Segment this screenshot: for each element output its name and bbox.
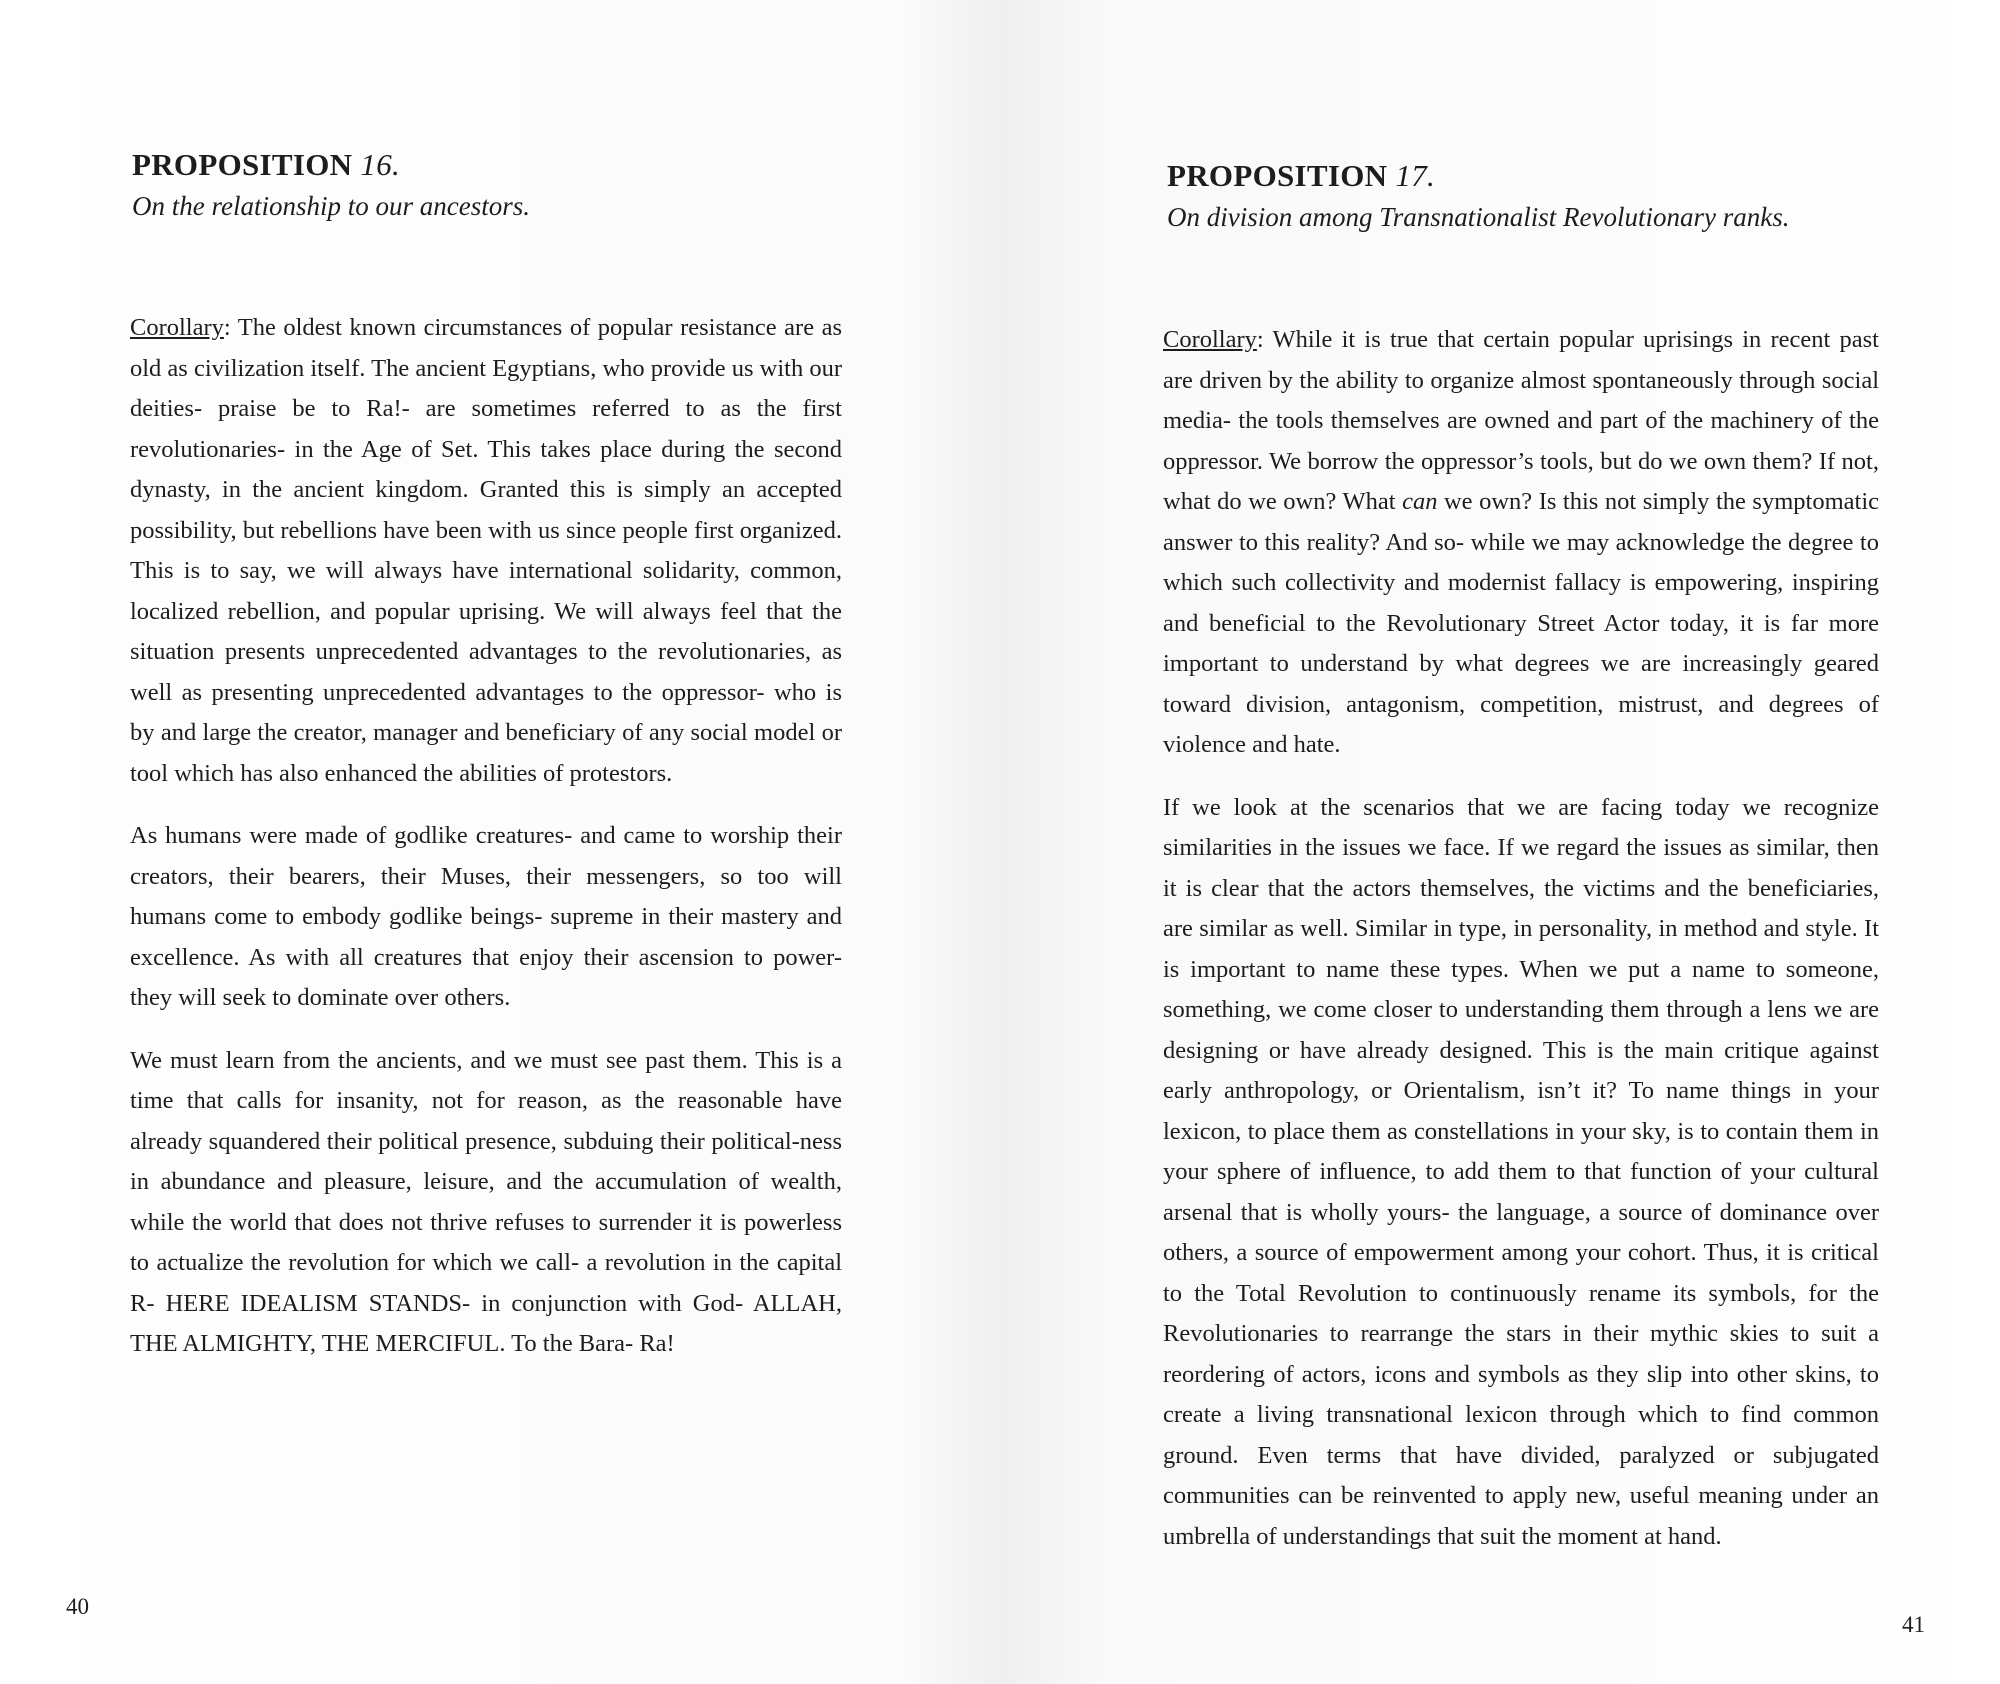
right-heading [1167, 157, 1790, 237]
paragraph-text: we own? Is this not simply the symptomatic answer to this reality? And so- while we may acknowledge the degree to which such collectivity and modernist fallacy is empowering, inspiring and beneficial to the Revolutionary Street Actor today, it is far more important to understand by what degrees we are increasingly geared toward division, antagonism, competition, mistrust, and degrees of violence and hate. [1163, 488, 1879, 758]
page-number: 41 [1902, 1612, 1925, 1637]
proposition-number: 16. [360, 147, 401, 182]
proposition-title [132, 146, 530, 185]
right-body-text [1163, 320, 1879, 1579]
paragraph [130, 308, 842, 794]
paragraph-text: : While it is true that certain popular uprisings in recent past are driven by the ability to organize almost spontaneously through social media- the tools themselves are owned and part of the machinery of the oppressor. We borrow the oppressor’s tools, but do we own them? If not, what do we own? What [1163, 326, 1879, 515]
page-number: 40 [66, 1594, 89, 1619]
proposition-word: PROPOSITION [132, 147, 353, 182]
paragraph: We must learn from the ancients, and we must see past them. This is a time that calls for insanity, not for reason, as the reasonable have already squandered their political presence, subduing their political-ness in abundance and pleasure, leisure, and the accumulation of wealth, while the world that does not thrive refuses to surrender it is powerless to actualize the revolution for which we call- a revolution in the capital R- HERE IDEALISM STANDS- in conjunction with God- ALLAH, THE ALMIGHTY, THE MERCIFUL. To the Bara- Ra! [130, 1046, 842, 1357]
left-heading [132, 146, 530, 226]
left-body-text [130, 308, 842, 1387]
paragraph: If we look at the scenarios that we are facing today we recognize similarities in the issues we face. If we regard the issues as similar, then it is clear that the actors themselves, the victims and the beneficiaries, are similar as well. Similar in type, in personality, in method and style. It is important to name these types. When we put a name to someone, something, we come closer to understanding them through a lens we are designing or have already designed. This is the main critique against early anthropology, or Orientalism, isn’t it? To name things in your lexicon, to place them as constellations in your sky, is to contain them in your sphere of influence, to add them to that function of your cultural arsenal that is wholly yours- the language, a source of dominance over others, a source of empowerment among your cohort. Thus, it is critical to the Total Revolution to continuously rename its symbols, for the Revolutionaries to rearrange the stars in their mythic skies to suit a reordering of actors, icons and symbols as they slip into other skins, to create a living transnational lexicon through which to find common ground. Even terms that have divided, paralyzed or subjugated communities can be reinvented to apply new, useful meaning under an umbrella of understandings that suit the moment at hand. [1163, 793, 1879, 1550]
proposition-number: 17. [1395, 158, 1436, 193]
proposition-subtitle: On division among Transnationalist Revolutionary ranks. [1167, 201, 1790, 232]
right-page [1000, 0, 2000, 1684]
corollary-label: Corollary [130, 314, 224, 341]
corollary-label: Corollary [1163, 326, 1257, 353]
paragraph: As humans were made of godlike creatures- and came to worship their creators, their bearers, their Muses, their messengers, so too will humans come to embody godlike beings- supreme in their mastery and excellence. As with all creatures that enjoy their ascension to power- they will seek to dominate over others. [130, 822, 842, 1011]
paragraph [1163, 320, 1879, 766]
proposition-subtitle: On the relationship to our ancestors. [132, 190, 530, 221]
emphasis-text: can [1402, 488, 1438, 515]
proposition-word: PROPOSITION [1167, 158, 1388, 193]
paragraph-text: : The oldest known circumstances of popular resistance are as old as civilization itself. The ancient Egyptians, who provide us with our deities- praise be to Ra!- are sometimes referred to as the first revolutionaries- in the Age of Set. This takes place during the second dynasty, in the ancient kingdom. Granted this is simply an accepted possibility, but rebellions have been with us since people first organized. This is to say, we will always have international solidarity, common, localized rebellion, and popular uprising. We will always feel that the situation presents unprecedented advantages to the revolutionaries, as well as presenting unprecedented advantages to the oppressor- who is by and large the creator, manager and beneficiary of any social model or tool which has also enhanced the abilities of protestors. [130, 314, 842, 787]
proposition-title [1167, 157, 1790, 196]
